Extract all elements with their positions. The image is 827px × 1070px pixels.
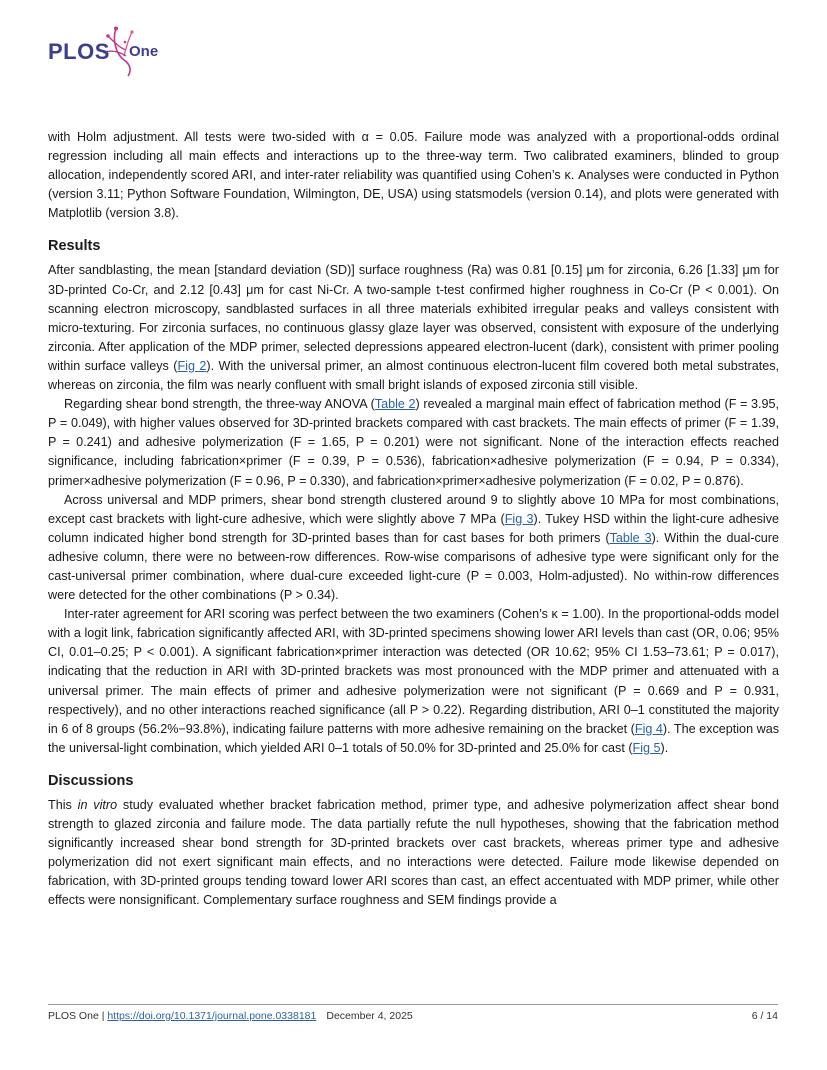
results-heading: Results bbox=[48, 238, 101, 255]
plos-one-logo bbox=[46, 26, 166, 78]
page-footer bbox=[48, 1010, 778, 1022]
methods-continuation-paragraph: with Holm adjustment. All tests were two-sided with α = 0.05. Failure mode was analyzed with a proportional-odds ordinal regression including all main effects and interactions up to the three-way term. Two calibrated examiners, blinded to group allocation, independently scored ARI, and inter-rater reliability was quantified using Cohen’s κ. Analyses were conducted in Python (version 3.11; Python Software Foundation, Wilmington, DE, USA) using statsmodels (version 0.14), and plots were generated with Matplotlib (version 3.8). bbox=[48, 130, 779, 221]
logo-journal-text: One bbox=[129, 43, 159, 60]
footer-divider bbox=[48, 1004, 778, 1005]
results-paragraph-2: Regarding shear bond strength, the three-way ANOVA (Table 2) revealed a marginal main effect of fabrication method (F = 3.95, P = 0.049), with higher values observed for 3D-printed brackets compared with cast brackets. The main effects of primer (F = 1.39, P = 0.241) and adhesive polymerization (F = 1.65, P = 0.201) were not significant. None of the interaction effects reached significance, including fabrication×primer (F = 0.39, P = 0.536), fabrication×adhesive polymerization (F = 0.94, P = 0.334), primer×adhesive polymerization (F = 0.96, P = 0.330), and fabrication×primer×adhesive polymerization (F = 0.02, P = 0.876). bbox=[48, 397, 780, 488]
page-number: 6 / 14 bbox=[751, 1010, 778, 1022]
table-3-link[interactable]: Table 3 bbox=[609, 530, 652, 545]
footer-date: December 4, 2025 bbox=[326, 1010, 413, 1022]
discussions-heading: Discussions bbox=[48, 772, 134, 789]
article-body bbox=[48, 128, 779, 910]
results-paragraph-4: Inter-rater agreement for ARI scoring was perfect between the two examiners (Cohen’s κ = 1.00). In the proportional-odds model with a logit link, fabrication significantly affected ARI, with 3D-printed specimens showing lower ARI levels than cast (OR, 0.06; 95% CI, 0.01–0.25; P < 0.001). A significant fabrication×primer interaction was detected (OR 10.62; 95% CI 1.53–73.61; P = 0.017), indicating that the reduction in ARI with 3D-printed brackets was most pronounced with the MDP primer and attenuated with a universal primer. The main effects of primer and adhesive polymerization were not significant (P = 0.669 and P = 0.931, respectively), and no other interactions reached significance (all P > 0.22). Regarding distribution, ARI 0–1 constituted the majority in 6 of 8 groups (56.2%−93.8%), indicating failure patterns with more adhesive remaining on the bracket (Fig 4). The exception was the universal-light combination, which yielded ARI 0–1 totals of 50.0% for 3D-printed and 25.0% for cast (Fig 5). bbox=[48, 607, 779, 755]
table-2-link[interactable]: Table 2 bbox=[374, 397, 416, 412]
discussions-paragraph-1: This in vitro study evaluated whether bracket fabrication method, primer type, and adhesive polymerization affect shear bond strength to glazed zirconia and failure mode. The data partially refute the null hypotheses, showing that the fabrication method significantly increased shear bond strength for 3D-printed brackets over cast brackets, whereas primer type and adhesive polymerization did not exert significant main effects, and no interactions were detected. Failure mode likewise depended on fabrication, with 3D-printed groups tending toward lower ARI scores than cast, an effect accentuated with MDP primer, while other effects were nonsignificant. Complementary surface roughness and SEM findings provide a bbox=[48, 797, 779, 908]
fig-2-link[interactable]: Fig 2 bbox=[177, 358, 207, 373]
footer-separator: | bbox=[98, 1010, 108, 1022]
fig-4-link[interactable]: Fig 4 bbox=[634, 721, 663, 736]
results-paragraph-1: After sandblasting, the mean [standard deviation (SD)] surface roughness (Ra) was 0.81 [0.15] μm for zirconia, 6.26 [1.33] μm for 3D-printed Co-Cr, and 2.12 [0.43] μm for cast Ni-Cr. A two-sample t-test confirmed higher roughness in Co-Cr (P < 0.001). On scanning electron microscopy, sandblasted surfaces in all three materials exhibited irregular peaks and valleys consistent with micro-texturing. For zirconia surfaces, no continuous glassy glaze layer was observed, consistent with exposure of the underlying zirconia. After application of the MDP primer, selected depressions appeared electron-lucent (dark), consistent with primer pooling within surface valleys (Fig 2). With the universal primer, an almost continuous electron-lucent film covered both metal substrates, whereas on zirconia, the film was nearly confluent with small bright islands of exposed zirconia still visible. bbox=[48, 263, 779, 393]
fig-5-link[interactable]: Fig 5 bbox=[632, 740, 661, 755]
fig-3-link[interactable]: Fig 3 bbox=[504, 511, 534, 526]
results-paragraph-3: Across universal and MDP primers, shear bond strength clustered around 9 to slightly above 10 MPa for most combinations, except cast brackets with light-cure adhesive, which were slightly above 7 MPa (Fig 3). Tukey HSD within the light-cure adhesive column indicated higher bond strength for 3D-printed bases than for cast bases for both primers (Table 3). Within the dual-cure adhesive column, there were no between-row differences. Row-wise comparisons of adhesive type were significant only for the cast-universal primer combination, where dual-cure exceeded light-cure (P = 0.003, Holm-adjusted). No within-row differences were detected for the other combinations (P > 0.34). bbox=[48, 492, 780, 603]
doi-link[interactable]: https://doi.org/10.1371/journal.pone.0338181 bbox=[107, 1010, 317, 1022]
logo-plos-text: PLOS bbox=[48, 39, 110, 64]
footer-journal: PLOS One bbox=[48, 1010, 99, 1022]
